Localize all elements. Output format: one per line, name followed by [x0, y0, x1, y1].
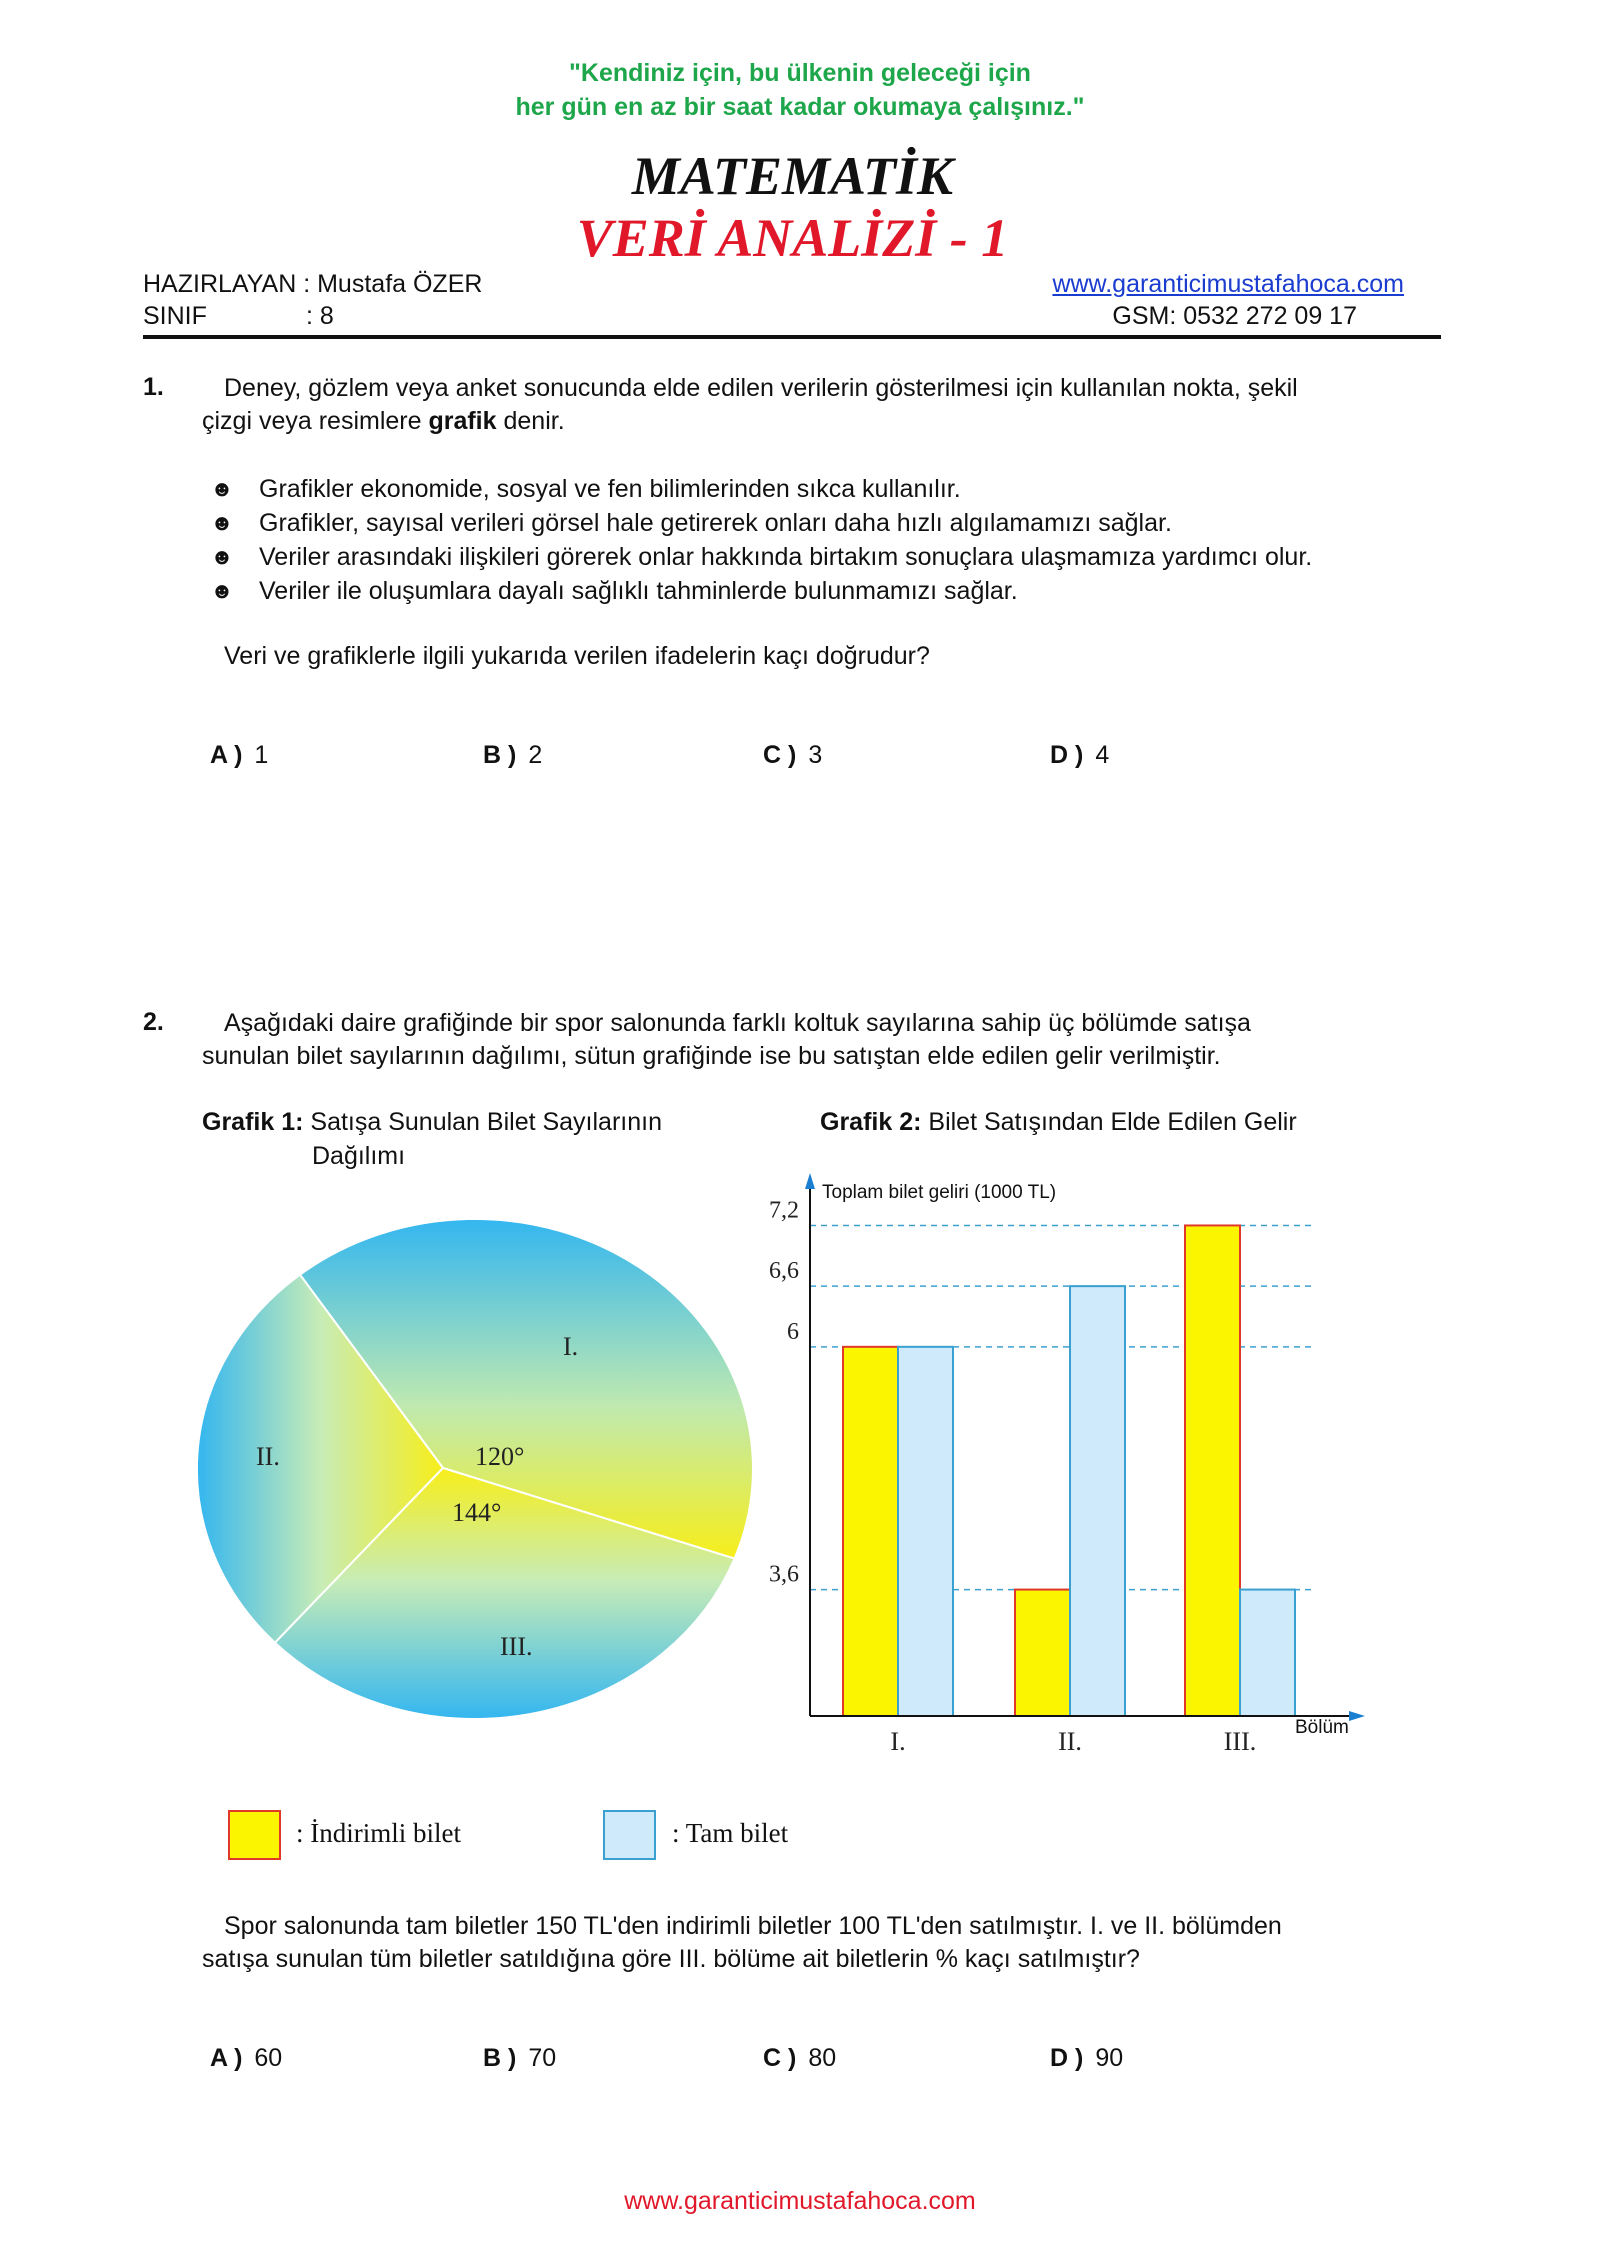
list-item: ☻ Grafikler, sayısal verileri görsel hale getirerek onları daha hızlı algılamamızı sağlar. [202, 506, 1312, 540]
x-axis-arrow-icon [1349, 1711, 1365, 1721]
page-title: MATEMATİK [631, 146, 954, 206]
footer-website[interactable]: www.garanticimustafahoca.com [624, 2187, 976, 2215]
gsm-number: GSM: 0532 272 09 17 [1112, 302, 1357, 330]
q2-option-a[interactable]: A ) 60 [210, 2044, 283, 2072]
y-axis-arrow-icon [805, 1173, 815, 1189]
smiley-icon: ☻ [210, 476, 234, 501]
x-tick-label: II. [1058, 1727, 1082, 1756]
bar-full-0 [898, 1347, 953, 1716]
q2-question-line-2: satışa sunulan tüm biletler satıldığına göre III. bölüme ait biletlerin % kaçı satılmıştır? [202, 1945, 1140, 1973]
q2-option-c[interactable]: C ) 80 [763, 2044, 837, 2072]
bar-chart [755, 1165, 1385, 1765]
q1-statement-list [202, 472, 1312, 608]
bar-discount-0 [843, 1347, 898, 1716]
term-grafik: grafik [428, 407, 497, 435]
q1-question: Veri ve grafiklerle ilgili yukarıda verilen ifadelerin kaçı doğrudur? [224, 642, 930, 670]
website-link[interactable]: www.garanticimustafahoca.com [1052, 270, 1404, 298]
q1-text-line-2: çizgi veya resimlere grafik denir. [202, 407, 565, 435]
author-label: HAZIRLAYAN : Mustafa ÖZER [143, 270, 483, 298]
class-value: : 8 [306, 302, 334, 330]
pie-label-III: III. [500, 1632, 533, 1661]
pie-label-II: II. [256, 1442, 280, 1471]
q1-option-d[interactable]: D ) 4 [1050, 741, 1110, 769]
bar-full-2 [1240, 1590, 1295, 1716]
q1-text-line-1: Deney, gözlem veya anket sonucunda elde edilen verilerin gösterilmesi için kullanılan nokta, şekil [224, 374, 1298, 402]
y-tick-label: 6 [787, 1318, 799, 1345]
y-tick-label: 6,6 [769, 1258, 799, 1285]
q1-option-c[interactable]: C ) 3 [763, 741, 823, 769]
motto-line-2: her gün en az bir saat kadar okumaya çalışınız." [515, 93, 1085, 121]
page-subtitle: VERİ ANALİZİ - 1 [576, 208, 1009, 268]
q2-text-line-2: sunulan bilet sayılarının dağılımı, sütun grafiğinde ise bu satıştan elde edilen gelir verilmiştir. [202, 1042, 1221, 1070]
q2-option-b[interactable]: B ) 70 [483, 2044, 557, 2072]
graph2-caption: Grafik 2: Bilet Satışından Elde Edilen Gelir [820, 1108, 1297, 1136]
graph1-caption-line-2: Dağılımı [312, 1142, 406, 1170]
x-tick-label: I. [890, 1727, 906, 1756]
x-tick-label: III. [1223, 1727, 1257, 1756]
q1-number: 1. [143, 373, 164, 401]
pie-label-I: I. [563, 1332, 579, 1361]
legend-swatch-discount [228, 1810, 281, 1860]
bar-full-1 [1070, 1286, 1125, 1716]
y-axis-title: Toplam bilet geliri (1000 TL) [822, 1182, 1057, 1203]
smiley-icon: ☻ [210, 578, 234, 603]
pie-chart [190, 1215, 760, 1745]
smiley-icon: ☻ [210, 510, 234, 535]
legend-label-full: : Tam bilet [672, 1818, 789, 1848]
header-divider [143, 335, 1441, 339]
q2-text-line-1: Aşağıdaki daire grafiğinde bir spor salonunda farklı koltuk sayılarına sahip üç bölümde satışa [224, 1009, 1251, 1037]
q1-option-a[interactable]: A ) 1 [210, 741, 269, 769]
y-tick-label: 7,2 [769, 1197, 799, 1224]
list-item: ☻ Veriler ile oluşumlara dayalı sağlıklı tahminlerde bulunmamızı sağlar. [202, 574, 1312, 608]
smiley-icon: ☻ [210, 544, 234, 569]
bar-discount-2 [1185, 1225, 1240, 1716]
q2-option-d[interactable]: D ) 90 [1050, 2044, 1124, 2072]
pie-angle-120: 120° [475, 1442, 525, 1471]
x-axis-title: Bölüm [1295, 1717, 1349, 1738]
q2-question-line-1: Spor salonunda tam biletler 150 TL'den indirimli biletler 100 TL'den satılmıştır. I. ve II. bölümden [224, 1912, 1282, 1940]
class-label: SINIF [143, 302, 207, 330]
motto-line-1: "Kendiniz için, bu ülkenin geleceği için [569, 59, 1031, 87]
q2-number: 2. [143, 1008, 164, 1036]
list-item: ☻ Veriler arasındaki ilişkileri görerek onlar hakkında birtakım sonuçlara ulaşmamıza yardımcı olur. [202, 540, 1312, 574]
graph1-caption: Grafik 1: Satışa Sunulan Bilet Sayılarının [202, 1108, 662, 1136]
q1-option-b[interactable]: B ) 2 [483, 741, 543, 769]
legend-label-discount: : İndirimli bilet [296, 1818, 461, 1848]
bar-discount-1 [1015, 1590, 1070, 1716]
y-tick-label: 3,6 [769, 1561, 799, 1588]
legend-swatch-full [603, 1810, 656, 1860]
pie-angle-144: 144° [452, 1498, 502, 1527]
list-item: ☻ Grafikler ekonomide, sosyal ve fen bilimlerinden sıkca kullanılır. [202, 472, 1312, 506]
